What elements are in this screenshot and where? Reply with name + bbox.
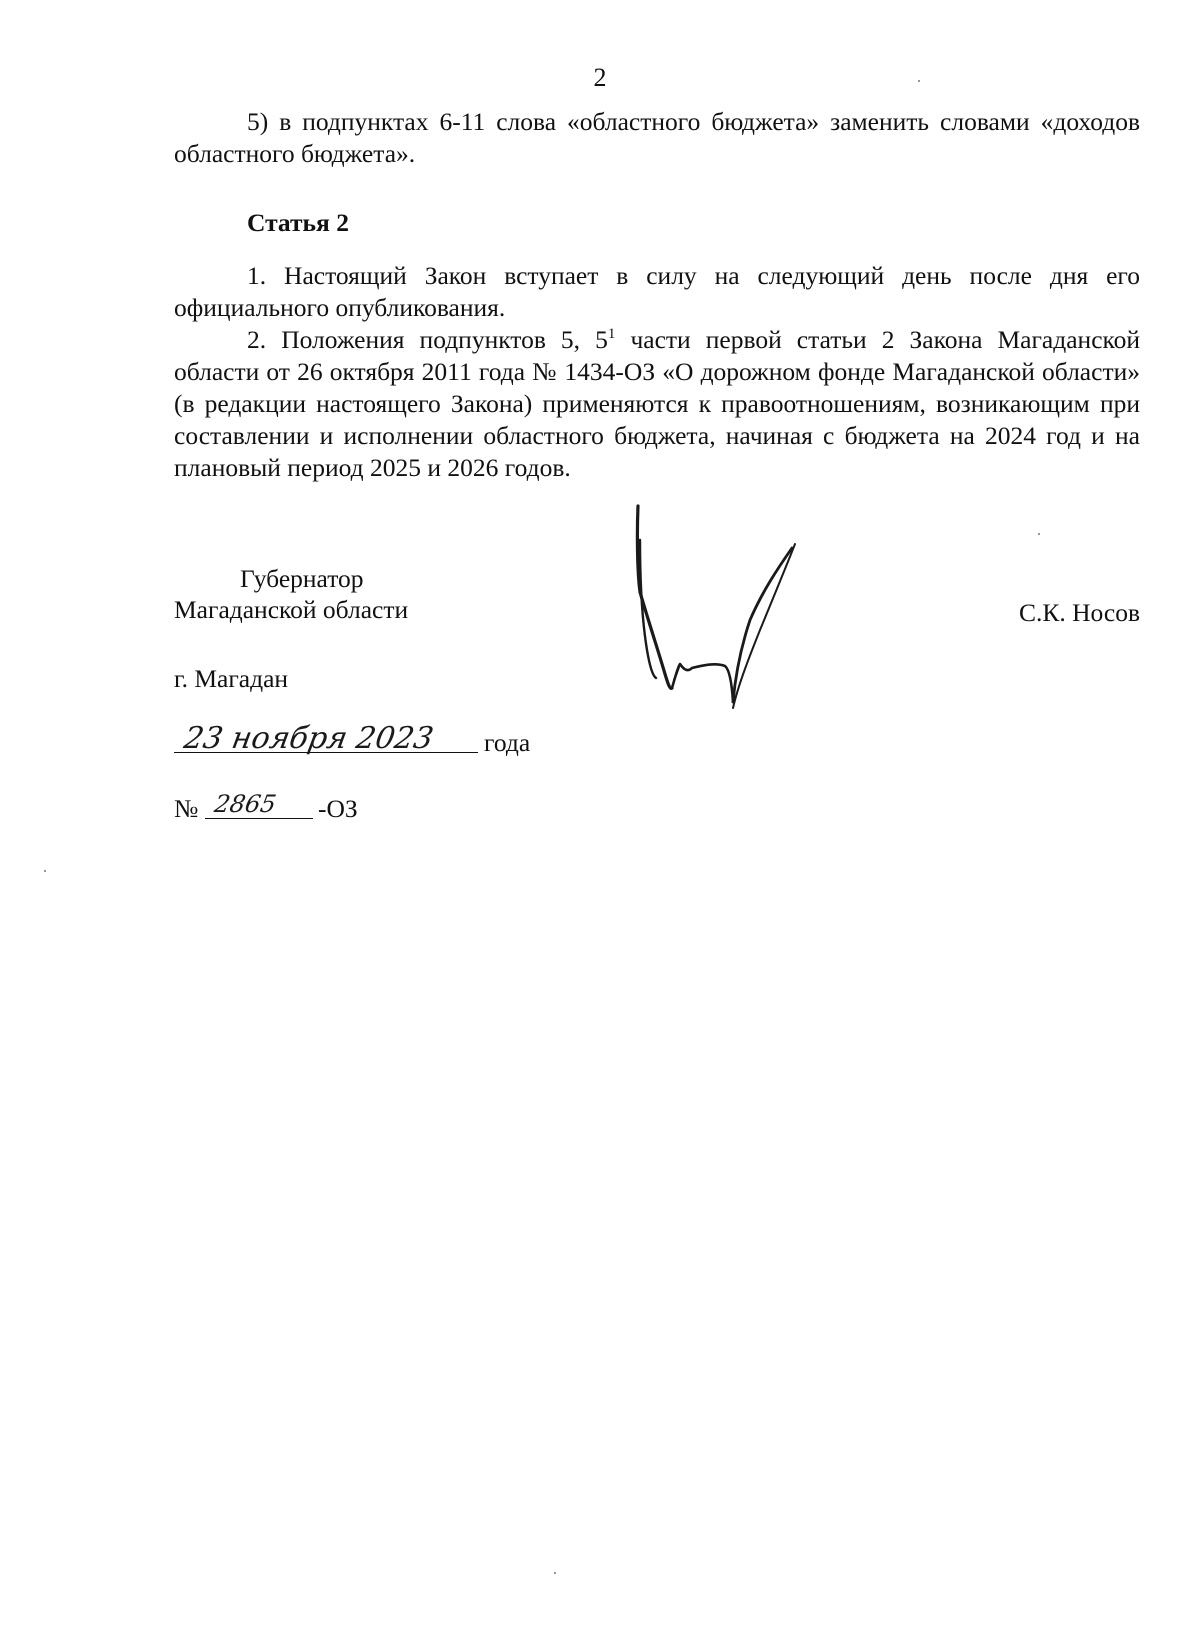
scan-speck — [918, 80, 920, 82]
place-label: г. Магадан — [174, 664, 289, 693]
clause-2-superscript: 1 — [607, 326, 616, 342]
scan-speck — [554, 1572, 556, 1574]
article-2-body — [174, 260, 1140, 484]
handwritten-date — [180, 718, 480, 760]
scan-speck — [1038, 533, 1040, 535]
signatory-title-line1: Губернатор — [240, 564, 364, 593]
clause-2-text — [174, 324, 1140, 484]
handwritten-law-number — [212, 786, 312, 822]
signatory-title-line2: Магаданской области — [174, 595, 409, 624]
signatory-name: С.К. Носов — [1018, 598, 1140, 627]
page-number: 2 — [593, 63, 607, 92]
governor-signature — [620, 500, 840, 745]
scan-speck — [44, 870, 46, 872]
article-heading: Статья 2 — [247, 208, 349, 237]
clause-1-text: 1. Настоящий Закон вступает в силу на следующий день после дня его официального опубликования. — [174, 261, 1140, 322]
law-number-prefix: № — [174, 794, 199, 823]
law-number-suffix: -ОЗ — [318, 794, 358, 823]
item-5-text: 5) в подпунктах 6-11 слова «областного бюджета» заменить словами «доходов областного бюджета». — [174, 107, 1140, 168]
handwritten-law-number-text: 2865 — [212, 790, 279, 818]
item-5-paragraph — [174, 106, 1140, 170]
clause-2-part1: 2. Положения подпунктов 5, 5 — [247, 325, 608, 354]
clause-2-part2: части первой статьи 2 Закона Магаданской области от 26 октября 2011 года № 1434-ОЗ «О дорожном фонде Магаданской области» (в редакции настоящего Закона) применяются к правоотношениям, возникающим при составлении и исполнении областного бюджета, начиная с бюджета на 2024 год и на плановый период 2025 и 2026 годов. — [174, 325, 1140, 482]
date-suffix: года — [484, 728, 531, 757]
handwritten-date-text: 23 ноября 2023 — [181, 721, 436, 756]
